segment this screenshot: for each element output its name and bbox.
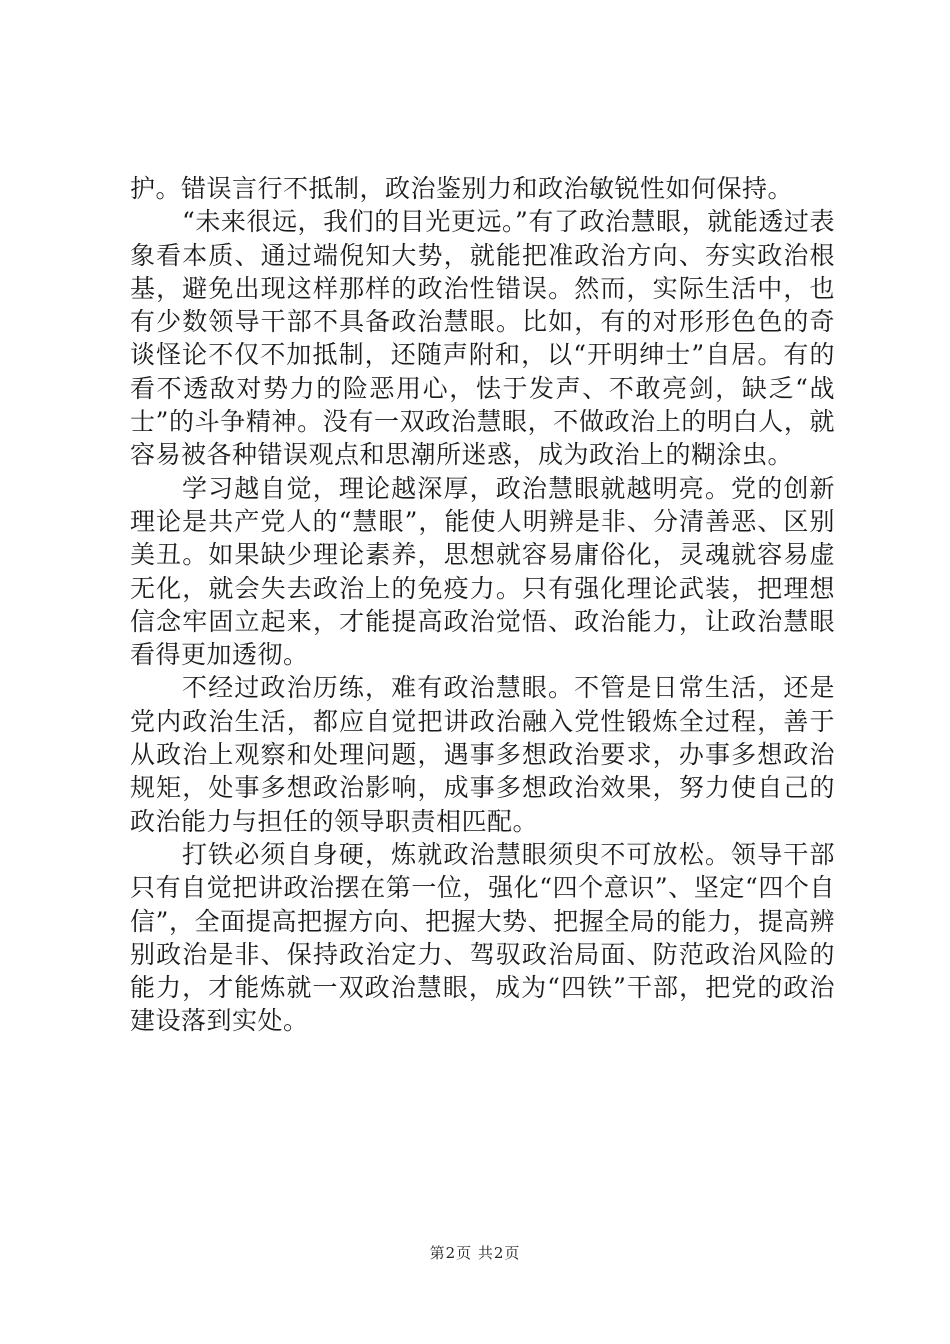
document-body [130,172,835,1038]
page-number-footer: 第2页 共2页 [429,1244,521,1262]
paragraph-political-training: 不经过政治历练，难有政治慧眼。不管是日常生活，还是党内政治生活，都应自觉把讲政治融入党性锻炼全过程，善于从政治上观察和处理问题，遇事多想政治要求，办事多想政治规矩，处事多想政治影响，成事多想政治效果，努力使自己的政治能力与担任的领导职责相匹配。 [130,673,835,836]
paragraph-study-theory: 学习越自觉，理论越深厚，政治慧眼就越明亮。党的创新理论是共产党人的“慧眼”，能使人明辨是非、分清善恶、区别美丑。如果缺少理论素养，思想就容易庸俗化，灵魂就容易虚无化，就会失去政治上的免疫力。只有强化理论武装，把理想信念牢固立起来，才能提高政治觉悟、政治能力，让政治慧眼看得更加透彻。 [130,473,835,670]
paragraph-conclusion: 打铁必须自身硬，炼就政治慧眼须臾不可放松。领导干部只有自觉把讲政治摆在第一位，强化“四个意识”、坚定“四个自信”，全面提高把握方向、把握大势、把握全局的能力，提高辨别政治是非、保持政治定力、驾驭政治局面、防范政治风险的能力，才能炼就一双政治慧眼，成为“四铁”干部，把党的政治建设落到实处。 [130,839,835,1036]
paragraph-continuation: 护。错误言行不抵制，政治鉴别力和政治敏锐性如何保持。 [130,174,794,203]
paragraph-future-vision: “未来很远，我们的目光更远。”有了政治慧眼，就能透过表象看本质、通过端倪知大势，就能把准政治方向、夯实政治根基，避免出现这样那样的政治性错误。然而，实际生活中，也有少数领导干部不具备政治慧眼。比如，有的对形形色色的奇谈怪论不仅不加抵制，还随声附和，以“开明绅士”自居。有的看不透敌对势力的险恶用心，怯于发声、不敢亮剑，缺乏“战士”的斗争精神。没有一双政治慧眼，不做政治上的明白人，就容易被各种错误观点和思潮所迷惑，成为政治上的糊涂虫。 [130,207,835,470]
